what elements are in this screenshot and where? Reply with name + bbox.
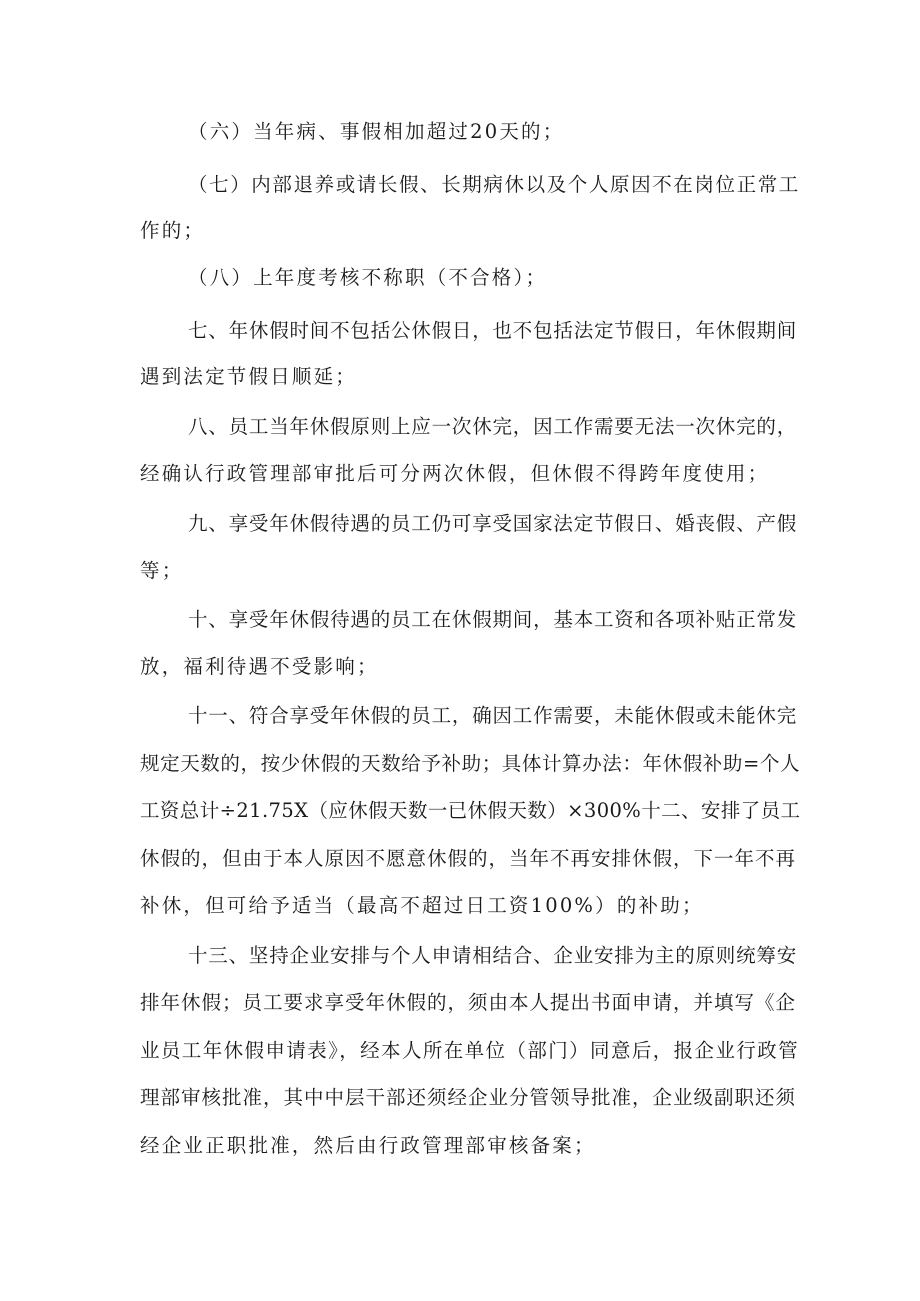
text-line: 十、享受年休假待遇的员工在休假期间，基本工资和各项补贴正常发	[188, 608, 798, 631]
text-line: 规定天数的，按少休假的天数给予补助；具体计算办法：年休假补助=个人	[140, 752, 801, 775]
text-line: 理部审核批准，其中中层干部还须经企业分管领导批准，企业级副职还须	[140, 1086, 797, 1109]
text-line: 休假的，但由于本人原因不愿意休假的，当年不再安排休假，下一年不再	[140, 847, 797, 870]
text-line: 等；	[140, 559, 184, 582]
text-line: 业员工年休假申请表》，经本人所在单位（部门）同意后，报企业行政管	[140, 1039, 800, 1062]
text-line: 十三、坚持企业安排与个人申请相结合、企业安排为主的原则统筹安	[188, 944, 798, 967]
text-line: 七、年休假时间不包括公休假日，也不包括法定节假日，年休假期间	[188, 319, 798, 342]
text-line: 八、员工当年休假原则上应一次休完，因工作需要无法一次休完的，	[188, 415, 798, 438]
text-line: 工资总计÷21.75X（应休假天数一已休假天数）×300%十二、安排了员工	[140, 799, 801, 822]
text-line: 排年休假；员工要求享受年休假的，须由本人提出书面申请，并填写《企	[140, 991, 797, 1014]
text-line: （八）上年度考核不称职（不合格）；	[188, 266, 548, 289]
text-line: 遇到法定节假日顺延；	[140, 365, 358, 388]
text-line: 作的；	[140, 219, 206, 242]
text-line: 放，福利待遇不受影响；	[140, 655, 379, 678]
text-line: （六）当年病、事假相加超过20天的；	[188, 120, 565, 143]
text-line: 十一、符合享受年休假的员工，确因工作需要，未能休假或未能休完	[188, 704, 798, 727]
text-line: 九、享受年休假待遇的员工仍可享受国家法定节假日、婚丧假、产假	[188, 512, 798, 535]
text-line: 经确认行政管理部审批后可分两次休假，但休假不得跨年度使用；	[140, 462, 770, 485]
text-line: 补休，但可给予适当（最高不超过日工资100%）的补助；	[140, 894, 704, 917]
text-line: （七）内部退养或请长假、长期病休以及个人原因不在岗位正常工	[188, 173, 800, 196]
text-line: 经企业正职批准，然后由行政管理部审核备案；	[140, 1134, 596, 1157]
